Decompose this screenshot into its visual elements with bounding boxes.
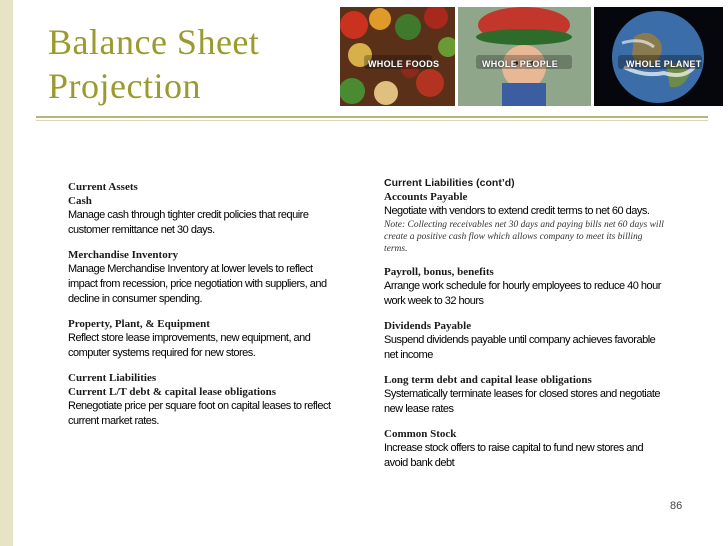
banner-label: WHOLE PEOPLE <box>482 59 559 69</box>
left-accent-bar <box>0 0 13 546</box>
title-divider <box>36 116 708 118</box>
section-text: Reflect store lease improvements, new equipment, and computer systems required for new stores. <box>68 332 311 359</box>
photo-whole-planet <box>594 7 723 106</box>
section-text: Negotiate with vendors to extend credit terms to net 60 days. <box>384 205 650 217</box>
slide-title <box>48 20 259 108</box>
banner-label: WHOLE PLANET <box>626 59 702 69</box>
section-text: Increase stock offers to raise capital to fund new stores and avoid bank debt <box>384 442 644 469</box>
section-text: Renegotiate price per square foot on capital leases to reflect current market rates. <box>68 400 331 427</box>
left-column <box>68 180 338 429</box>
page-number: 86 <box>670 500 683 512</box>
section-text: Arrange work schedule for hourly employees to reduce 40 hour work week to 32 hours <box>384 280 661 307</box>
vegetables-image <box>340 7 455 106</box>
section-text: Manage Merchandise Inventory at lower levels to reflect impact from recession, price negotiation with suppliers, and decline in consumer spending. <box>68 263 327 305</box>
section-text: Systematically terminate leases for closed stores and negotiate new lease rates <box>384 388 661 415</box>
earth-image <box>594 7 723 106</box>
section-heading: Cash <box>68 195 92 207</box>
section-note: Note: Collecting receivables net 30 days and paying bills net 60 days will create a positive cash flow which allows company to meet its billing terms. <box>384 220 664 254</box>
photo-banner <box>340 7 723 106</box>
section-heading: Merchandise Inventory <box>68 249 179 261</box>
right-column <box>384 176 664 471</box>
section-heading: Common Stock <box>384 428 457 440</box>
section-heading: Current Liabilities <box>68 372 157 384</box>
section-heading: Property, Plant, & Equipment <box>68 318 210 330</box>
section-text: Suspend dividends payable until company achieves favorable net income <box>384 334 656 361</box>
photo-whole-foods <box>340 7 455 106</box>
section-heading: Payroll, bonus, benefits <box>384 266 494 278</box>
title-line-1: Balance Sheet <box>48 22 260 62</box>
section-heading: Current L/T debt & capital lease obligations <box>68 386 276 398</box>
section-text: Manage cash through tighter credit policies that require customer remittance net 30 days. <box>68 209 309 236</box>
photo-whole-people <box>458 7 591 106</box>
section-heading: Current Liabilities (cont’d) <box>384 177 515 189</box>
banner-label: WHOLE FOODS <box>368 59 440 69</box>
title-line-2: Projection <box>48 66 201 106</box>
child-watermelon-image <box>458 7 591 106</box>
section-heading: Current Assets <box>68 181 138 193</box>
section-heading: Long term debt and capital lease obligations <box>384 374 592 386</box>
section-heading: Dividends Payable <box>384 320 472 332</box>
section-heading: Accounts Payable <box>384 191 468 203</box>
title-divider-thin <box>36 120 708 121</box>
